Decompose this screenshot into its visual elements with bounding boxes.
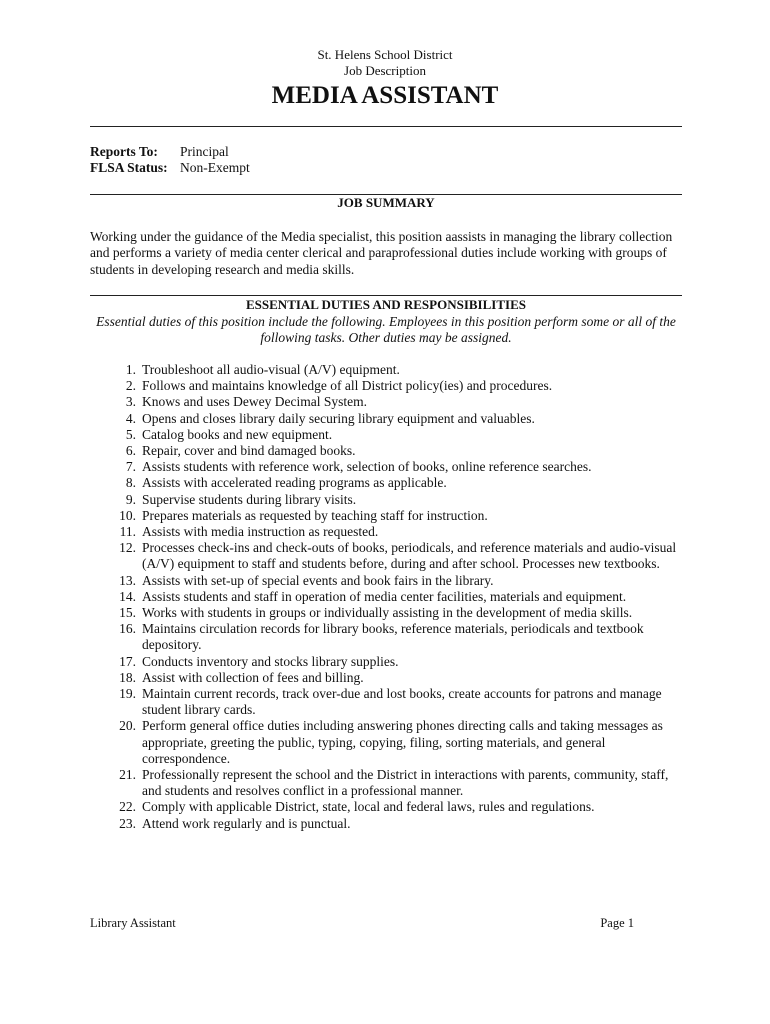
- list-item-number: 7.: [125, 459, 136, 475]
- district-name: St. Helens School District: [317, 47, 453, 62]
- list-item: [90, 799, 682, 815]
- list-item-number: 22.: [119, 799, 136, 815]
- list-item-text: Knows and uses Dewey Decimal System.: [142, 394, 367, 410]
- list-item: [90, 411, 682, 427]
- list-item: [90, 605, 682, 621]
- list-item-text: Comply with applicable District, state, local and federal laws, rules and regulations.: [142, 799, 595, 815]
- job-summary-heading: JOB SUMMARY: [337, 195, 435, 210]
- list-item-text: Assists students with reference work, selection of books, online reference searches.: [142, 459, 592, 475]
- list-item-text: Assists with accelerated reading programs as applicable.: [142, 475, 447, 491]
- list-item-number: 8.: [125, 475, 136, 491]
- list-item-text: Assists with media instruction as requested.: [142, 524, 379, 540]
- list-item-text: Assists with set-up of special events and book fairs in the library.: [142, 572, 494, 588]
- list-item: [90, 686, 682, 718]
- list-item-number: 15.: [119, 605, 136, 621]
- list-item: [90, 654, 682, 670]
- list-item-text: Assists students and staff in operation of media center facilities, materials and equipment.: [142, 588, 627, 604]
- flsa-status-label: FLSA Status:: [90, 160, 168, 175]
- list-item-text: Works with students in groups or individually assisting in the development of media skills.: [142, 605, 633, 621]
- list-item-number: 19.: [119, 686, 136, 702]
- list-item-number: 6.: [125, 443, 136, 459]
- list-item-number: 18.: [119, 669, 136, 685]
- reports-to-label: Reports To:: [90, 144, 158, 159]
- list-item-text: Opens and closes library daily securing library equipment and valuables.: [142, 410, 535, 426]
- list-item-number: 16.: [119, 621, 136, 637]
- list-item-number: 2.: [125, 378, 136, 394]
- list-item-text: Processes check-ins and check-outs of books, periodicals, and reference materials and audio-visual (A/V) equipment to staff and students before, during and after school. Processes new textbooks.: [142, 540, 677, 572]
- document-type: Job Description: [344, 63, 426, 78]
- list-item-text: Troubleshoot all audio-visual (A/V) equipment.: [142, 362, 400, 377]
- list-item-text: Prepares materials as requested by teaching staff for instruction.: [142, 507, 488, 523]
- list-item-text: Maintains circulation records for library books, reference materials, periodicals and textbook depository.: [142, 621, 644, 653]
- list-item: [90, 589, 682, 605]
- list-item-number: 13.: [119, 572, 136, 588]
- list-item: [90, 670, 682, 686]
- list-item: [90, 427, 682, 443]
- list-item-number: 11.: [119, 524, 136, 540]
- list-item-number: 17.: [119, 653, 136, 669]
- list-item-number: 10.: [119, 507, 136, 523]
- list-item: [90, 362, 682, 378]
- footer-title: Library Assistant: [90, 916, 176, 930]
- list-item-number: 20.: [119, 718, 136, 734]
- list-item-number: 12.: [119, 540, 136, 556]
- list-item-number: 21.: [119, 767, 136, 783]
- list-item: [90, 508, 682, 524]
- list-item-text: Catalog books and new equipment.: [142, 426, 333, 442]
- list-item: [90, 394, 682, 410]
- list-item-text: Attend work regularly and is punctual.: [142, 815, 351, 831]
- list-item: [90, 767, 682, 799]
- list-item: [90, 540, 682, 572]
- list-item-number: 14.: [119, 588, 136, 604]
- list-item-number: 9.: [125, 491, 136, 507]
- list-item-number: 1.: [125, 362, 136, 377]
- page-number: Page 1: [600, 916, 634, 930]
- flsa-status-value: Non-Exempt: [180, 160, 250, 175]
- reports-to-value: Principal: [180, 144, 229, 159]
- duties-intro: Essential duties of this position include the following. Employees in this position perform some or all of the following tasks. Other duties may be assigned.: [96, 314, 676, 346]
- list-item: [90, 621, 682, 653]
- list-item-number: 4.: [125, 410, 136, 426]
- list-item-number: 23.: [119, 815, 136, 831]
- list-item-text: Professionally represent the school and the District in interactions with parents, community, staff, and students and resolves conflict in a professional manner.: [142, 767, 669, 799]
- job-summary-text: Working under the guidance of the Media specialist, this position aassists in managing the library collection and performs a variety of media center clerical and paraprofessional duties include working with groups of students in developing research and media skills.: [90, 229, 673, 277]
- duties-list: [90, 362, 682, 832]
- list-item-text: Follows and maintains knowledge of all District policy(ies) and procedures.: [142, 378, 553, 394]
- list-item-text: Maintain current records, track over-due and lost books, create accounts for patrons and manage student library cards.: [142, 686, 662, 718]
- list-item: [90, 459, 682, 475]
- list-item: [90, 816, 682, 832]
- position-meta: [90, 144, 250, 176]
- list-item: [90, 573, 682, 589]
- list-item: [90, 718, 682, 767]
- list-item-text: Perform general office duties including answering phones directing calls and taking messages as appropriate, greeting the public, typing, copying, filing, sorting materials, and general correspondence.: [142, 718, 663, 766]
- list-item-number: 3.: [125, 394, 136, 410]
- list-item-text: Supervise students during library visits.: [142, 491, 357, 507]
- list-item: [90, 443, 682, 459]
- list-item-text: Repair, cover and bind damaged books.: [142, 443, 356, 459]
- list-item: [90, 378, 682, 394]
- list-item-text: Assist with collection of fees and billing.: [142, 669, 364, 685]
- list-item-text: Conducts inventory and stocks library supplies.: [142, 653, 399, 669]
- list-item: [90, 475, 682, 491]
- list-item: [90, 524, 682, 540]
- divider: [90, 126, 682, 127]
- divider: [90, 295, 682, 296]
- duties-heading: ESSENTIAL DUTIES AND RESPONSIBILITIES: [246, 297, 526, 312]
- list-item-number: 5.: [125, 426, 136, 442]
- page-title: MEDIA ASSISTANT: [271, 82, 499, 109]
- list-item: [90, 492, 682, 508]
